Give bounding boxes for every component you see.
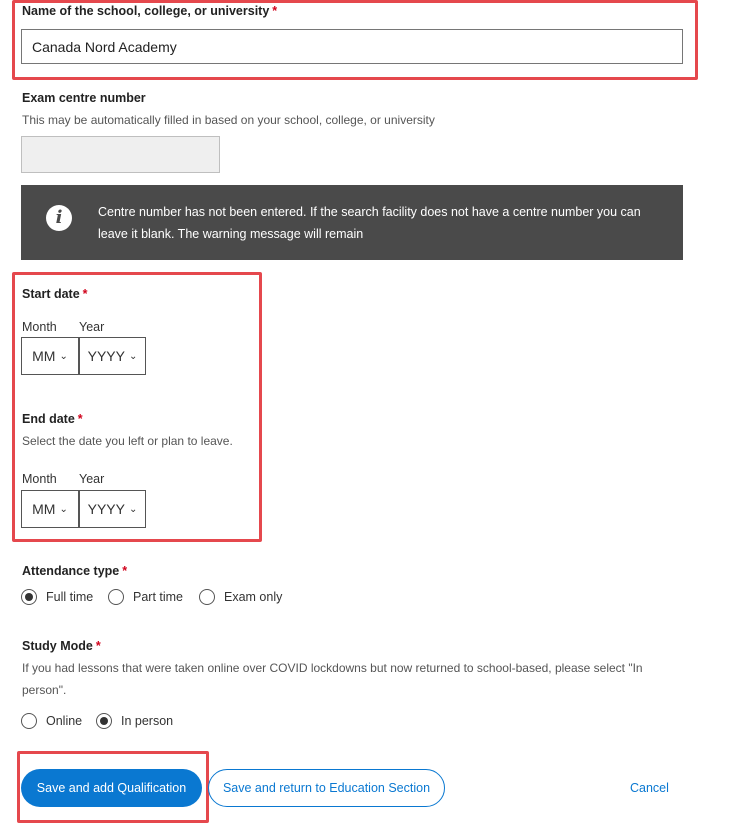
radio-exam-only[interactable] bbox=[199, 589, 215, 605]
end-month-label: Month bbox=[22, 472, 57, 486]
required-marker: * bbox=[82, 287, 88, 301]
radio-label-exam-only: Exam only bbox=[224, 590, 283, 604]
info-icon: i bbox=[46, 205, 72, 231]
study-mode-option-online[interactable] bbox=[21, 713, 82, 729]
start-year-select[interactable] bbox=[79, 337, 146, 375]
end-date-help: Select the date you left or plan to leave. bbox=[22, 434, 233, 448]
end-year-select[interactable] bbox=[79, 490, 146, 528]
exam-centre-label: Exam centre number bbox=[22, 91, 146, 105]
radio-label-full-time: Full time bbox=[46, 590, 94, 604]
radio-full-time[interactable] bbox=[21, 589, 37, 605]
end-month-value: MM bbox=[32, 501, 56, 517]
cancel-link[interactable]: Cancel bbox=[630, 781, 669, 795]
attendance-option-part-time[interactable] bbox=[108, 589, 183, 605]
end-month-select[interactable] bbox=[21, 490, 79, 528]
radio-online[interactable] bbox=[21, 713, 37, 729]
radio-in-person[interactable] bbox=[96, 713, 112, 729]
info-message-line-1: Centre number has not been entered. If the search facility does not have a centre number you can bbox=[98, 205, 641, 219]
exam-centre-input[interactable] bbox=[21, 136, 220, 173]
attendance-option-exam-only[interactable] bbox=[199, 589, 282, 605]
save-and-return-button[interactable]: Save and return to Education Section bbox=[208, 769, 445, 807]
start-month-select[interactable] bbox=[21, 337, 79, 375]
school-label: Name of the school, college, or university * bbox=[22, 4, 278, 18]
chevron-down-icon: ⌄ bbox=[59, 350, 68, 362]
chevron-down-icon: ⌄ bbox=[128, 350, 138, 362]
study-mode-label: Study Mode * bbox=[22, 639, 101, 653]
required-marker: * bbox=[122, 564, 128, 578]
start-month-label: Month bbox=[22, 320, 57, 334]
start-year-value: YYYY bbox=[87, 348, 125, 364]
start-date-label: Start date * bbox=[22, 287, 88, 301]
start-year-label: Year bbox=[79, 320, 105, 334]
chevron-down-icon: ⌄ bbox=[59, 503, 68, 515]
radio-part-time[interactable] bbox=[108, 589, 124, 605]
attendance-type-label: Attendance type * bbox=[22, 564, 128, 578]
chevron-down-icon: ⌄ bbox=[128, 503, 138, 515]
start-month-value: MM bbox=[32, 348, 56, 364]
radio-label-in-person: In person bbox=[121, 714, 174, 728]
radio-label-online: Online bbox=[46, 714, 83, 728]
end-year-label: Year bbox=[79, 472, 105, 486]
info-message-line-2: leave it blank. The warning message will remain bbox=[98, 227, 364, 241]
study-mode-help-line-2: person". bbox=[22, 683, 67, 697]
required-marker: * bbox=[95, 639, 101, 653]
school-name-input[interactable] bbox=[21, 29, 683, 64]
radio-label-part-time: Part time bbox=[133, 590, 184, 604]
study-mode-option-in-person[interactable] bbox=[96, 713, 173, 729]
end-year-value: YYYY bbox=[87, 501, 125, 517]
end-date-label: End date * bbox=[22, 412, 83, 426]
save-and-add-qualification-button[interactable]: Save and add Qualification bbox=[21, 769, 202, 807]
exam-centre-help: This may be automatically filled in based on your school, college, or university bbox=[22, 113, 435, 127]
info-message-box bbox=[21, 185, 683, 260]
study-mode-help-line-1: If you had lessons that were taken online over COVID lockdowns but now returned to school-based, please select "In bbox=[22, 661, 643, 675]
attendance-option-full-time[interactable] bbox=[21, 589, 93, 605]
required-marker: * bbox=[272, 4, 278, 18]
required-marker: * bbox=[77, 412, 83, 426]
